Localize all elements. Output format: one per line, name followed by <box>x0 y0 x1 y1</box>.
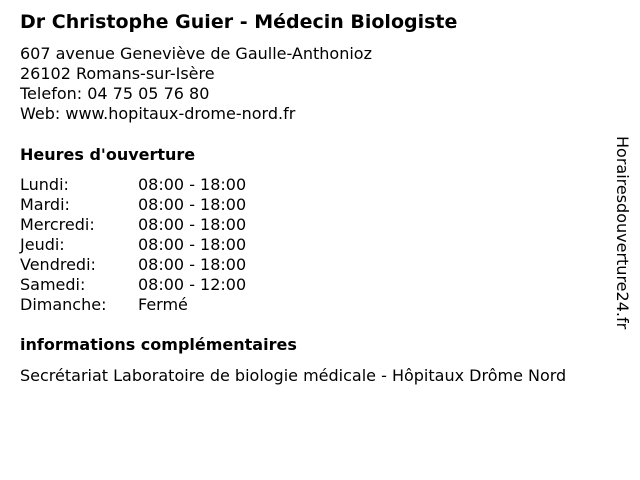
address-street: 607 avenue Geneviève de Gaulle-Anthonioz <box>20 44 372 63</box>
hours-day: Lundi: <box>20 175 69 194</box>
hours-day: Vendredi: <box>20 255 96 274</box>
page-title: Dr Christophe Guier - Médecin Biologiste <box>20 11 458 33</box>
address-city: 26102 Romans-sur-Isère <box>20 64 215 83</box>
additional-info-heading: informations complémentaires <box>20 335 297 354</box>
hours-day: Samedi: <box>20 275 86 294</box>
opening-hours-heading: Heures d'ouverture <box>20 145 196 164</box>
brand-site-name: Horairesdouverture24.fr <box>613 136 632 330</box>
hours-day: Dimanche: <box>20 295 107 314</box>
hours-day: Jeudi: <box>20 235 65 254</box>
hours-day: Mercredi: <box>20 215 95 234</box>
brand-watermark <box>612 136 632 346</box>
hours-time: 08:00 - 18:00 <box>138 175 247 194</box>
additional-info-text: Secrétariat Laboratoire de biologie médicale - Hôpitaux Drôme Nord <box>20 366 567 385</box>
contact-block <box>20 44 372 124</box>
hours-time: Fermé <box>138 295 188 314</box>
website-link[interactable]: Web: www.hopitaux-drome-nord.fr <box>20 104 296 123</box>
hours-time: 08:00 - 18:00 <box>138 195 247 214</box>
phone-number[interactable]: Telefon: 04 75 05 76 80 <box>20 84 210 103</box>
hours-time: 08:00 - 18:00 <box>138 235 247 254</box>
hours-time: 08:00 - 12:00 <box>138 275 247 294</box>
hours-time: 08:00 - 18:00 <box>138 215 247 234</box>
hours-time: 08:00 - 18:00 <box>138 255 247 274</box>
hours-day: Mardi: <box>20 195 70 214</box>
